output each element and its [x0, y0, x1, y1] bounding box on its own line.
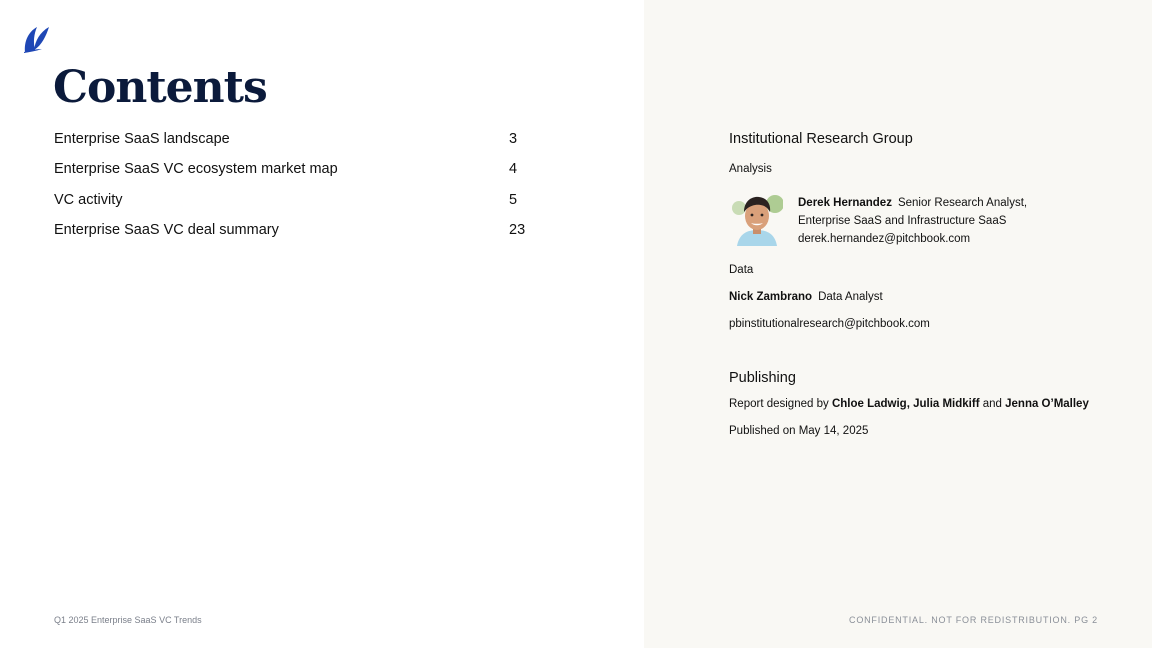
- analyst-role-detail: Enterprise SaaS and Infrastructure SaaS: [798, 215, 1007, 227]
- published-date: Published on May 14, 2025: [729, 425, 869, 437]
- designers-and: and: [982, 398, 1002, 410]
- toc-item[interactable]: [54, 161, 534, 191]
- footer-page-number: PG 2: [1074, 615, 1098, 625]
- pitchbook-logo-icon: [22, 24, 52, 54]
- data-analyst-name: Nick Zambrano: [729, 291, 813, 303]
- footer-confidential: [849, 615, 1098, 625]
- toc-item-label[interactable]: Enterprise SaaS VC ecosystem market map: [54, 161, 338, 178]
- toc-item-label[interactable]: Enterprise SaaS landscape: [54, 131, 230, 147]
- analyst-photo-avatar: [731, 190, 783, 246]
- data-heading: Data: [729, 264, 754, 276]
- toc-item[interactable]: [54, 222, 534, 252]
- analyst-email-link[interactable]: derek.hernandez@pitchbook.com: [798, 233, 971, 245]
- designers-names: Chloe Ladwig, Julia Midkiff: [831, 398, 980, 410]
- designer-name-last: Jenna O’Malley: [1005, 398, 1089, 410]
- toc-item[interactable]: [54, 192, 534, 222]
- analysis-heading: Analysis: [729, 163, 772, 175]
- designers-credit: [729, 398, 1089, 410]
- toc-item-label[interactable]: VC activity: [54, 191, 123, 208]
- table-of-contents: [54, 131, 534, 252]
- designed-prefix: Report designed by: [729, 398, 829, 410]
- toc-item-label[interactable]: Enterprise SaaS VC deal summary: [54, 221, 279, 238]
- toc-item-page[interactable]: 4: [509, 161, 518, 178]
- data-analyst: [729, 291, 883, 303]
- publishing-heading: Publishing: [729, 370, 796, 386]
- research-group-title: Institutional Research Group: [729, 131, 913, 147]
- analyst-role: Senior Research Analyst,: [897, 197, 1028, 209]
- toc-item-page[interactable]: 23: [509, 221, 526, 238]
- toc-item[interactable]: [54, 131, 534, 161]
- footer-report-title: Q1 2025 Enterprise SaaS VC Trends: [54, 615, 202, 625]
- contact-email-link[interactable]: pbinstitutionalresearch@pitchbook.com: [729, 318, 930, 330]
- analyst-name: Derek Hernandez: [798, 197, 892, 209]
- analyst-card: [798, 194, 1027, 248]
- toc-item-page[interactable]: 5: [509, 191, 518, 208]
- toc-item-page[interactable]: 3: [509, 131, 518, 147]
- page-title: Contents: [53, 62, 267, 113]
- footer-confidential-text: CONFIDENTIAL. NOT FOR REDISTRIBUTION.: [849, 615, 1071, 625]
- data-analyst-role: Data Analyst: [818, 291, 883, 303]
